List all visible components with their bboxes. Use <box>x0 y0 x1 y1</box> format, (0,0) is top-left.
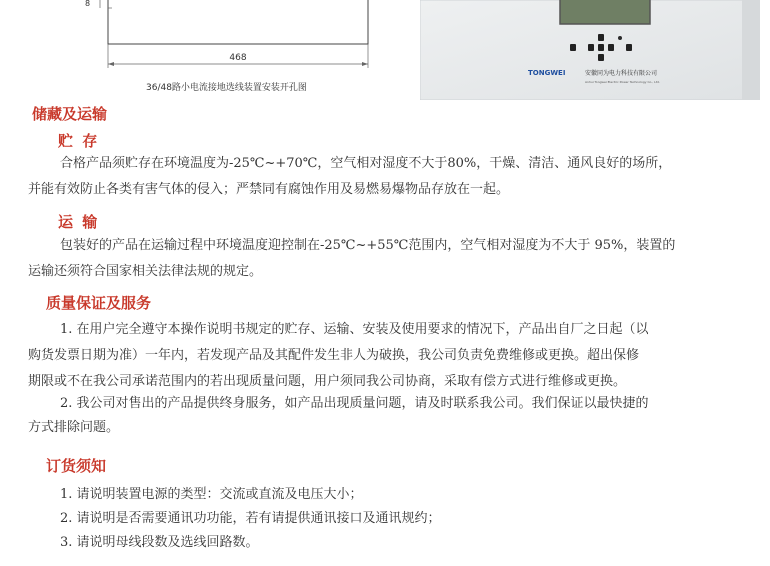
ordering-line-3: 3. 请说明母线段数及选线回路数。 <box>60 535 259 550</box>
subsection-title-storage: 贮 存 <box>58 132 100 150</box>
warranty-line-3: 期限或不在我公司承诺范围内的若出现质量问题，用户须同我公司协商，采取有偿方式进行维修或更换。 <box>28 374 627 389</box>
warranty-line-5: 方式排除问题。 <box>28 420 120 435</box>
warranty-line-4: 2. 我公司对售出的产品提供终身服务，如产品出现质量问题，请及时联系我公司。我们保证以最快捷的 <box>60 396 649 411</box>
brand-logo: TONGWEI <box>528 69 566 77</box>
device-photo <box>420 0 760 100</box>
dim-top-label: 8 <box>85 0 91 8</box>
figure-area <box>0 0 770 100</box>
section-title-warranty: 质量保证及服务 <box>46 294 152 312</box>
warranty-line-2: 购货发票日期为准）一年内，若发现产品及其配件发生非人为破换，我公司负责免费维修或更换。超出保修 <box>28 348 640 363</box>
warranty-line-1: 1. 在用户完全遵守本操作说明书规定的贮存、运输、安装及使用要求的情况下，产品出自厂之日起（以 <box>60 322 649 337</box>
transport-line-1: 包装好的产品在运输过程中环境温度迎控制在-25℃~+55℃范围内，空气相对湿度为不大于 95%，装置的 <box>60 238 676 253</box>
storage-line-1: 合格产品须贮存在环境温度为-25℃~+70℃，空气相对湿度不大于80%，干燥、清洁、通风良好的场所， <box>60 156 672 171</box>
storage-line-2: 并能有效防止各类有害气体的侵入；严禁同有腐蚀作用及易燃易爆物品存放在一起。 <box>28 182 510 197</box>
ordering-line-1: 1. 请说明装置电源的类型：交流或直流及电压大小； <box>60 487 363 502</box>
company-name-cn: 安徽同为电力科技有限公司 <box>585 70 658 77</box>
ordering-line-2: 2. 请说明是否需要通讯功功能，若有请提供通讯接口及通讯规约； <box>60 511 441 526</box>
figure-caption: 36/48路小电流接地选线装置安装开孔图 <box>146 83 307 93</box>
section-title-ordering: 订货须知 <box>46 457 107 475</box>
subsection-title-transport: 运 输 <box>58 213 100 231</box>
section-title-storage-transport: 储藏及运输 <box>32 105 108 123</box>
company-name-en: Anhui Tongwei Electric Power Technology Co., Ltd. <box>585 80 660 84</box>
dim-width-label: 468 <box>229 53 247 63</box>
transport-line-2: 运输还须符合国家相关法律法规的规定。 <box>28 264 263 279</box>
